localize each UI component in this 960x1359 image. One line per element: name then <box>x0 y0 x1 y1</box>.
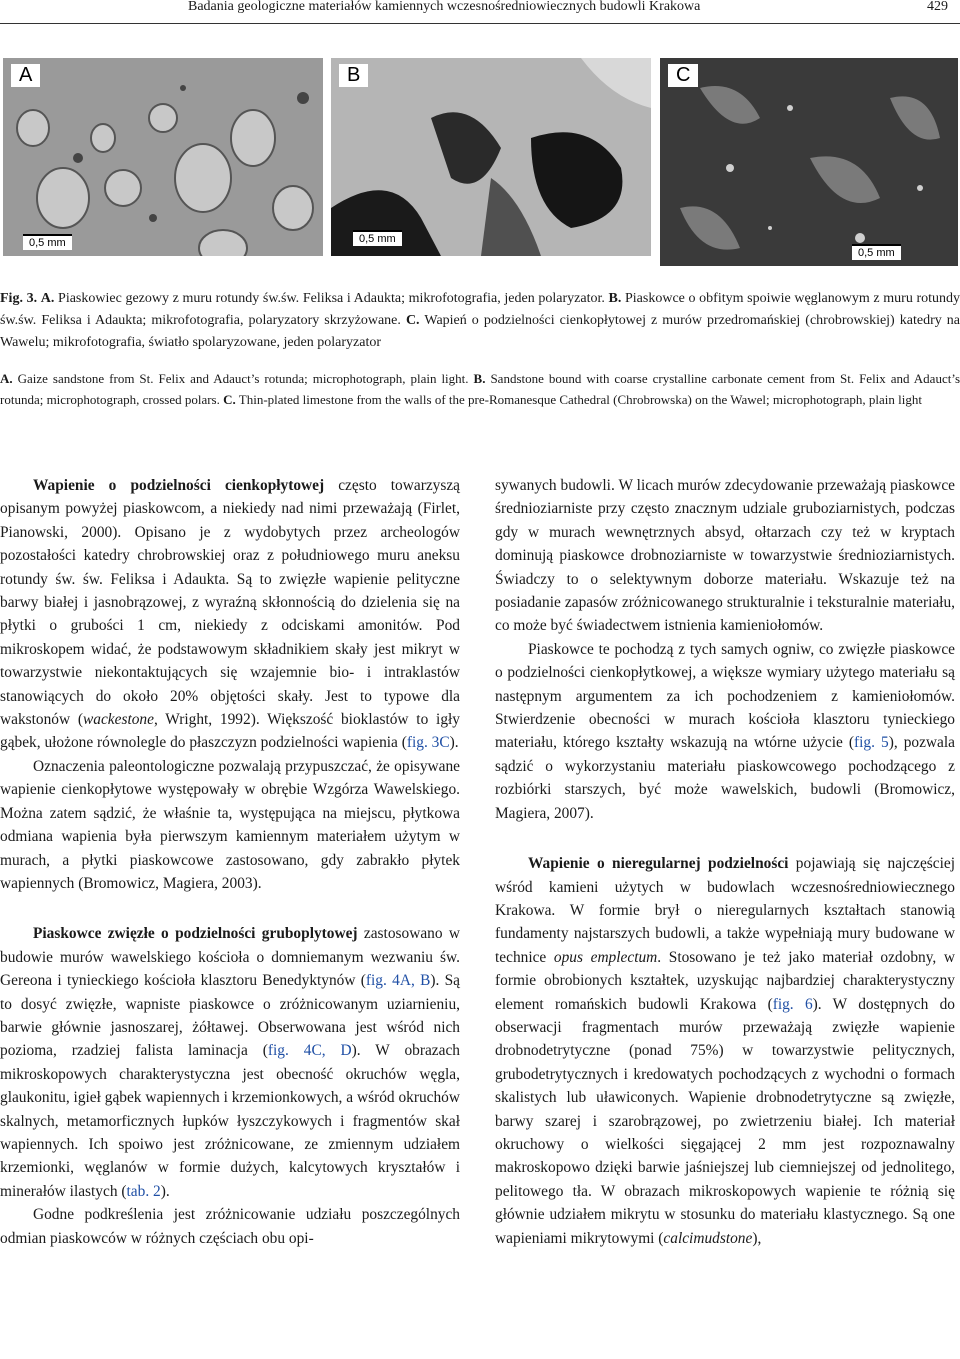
caption-en-a-text: Gaize sandstone from St. Felix and Adauct’s rotunda; microphotograph, plain light. <box>17 371 469 386</box>
figure-panel-c <box>660 58 958 266</box>
caption-en-c-label: C. <box>223 392 236 407</box>
panel-b-letter: B <box>339 64 368 87</box>
right-column <box>495 474 955 1250</box>
table-reference-link[interactable]: tab. 2 <box>126 1182 161 1200</box>
figure-caption-pl <box>0 288 960 354</box>
section-heading: Wapienie o podzielności cienkopłytowej <box>33 477 325 494</box>
caption-en-b-label: B. <box>473 371 486 386</box>
caption-pl-c-text: Wapień o podzielności cienkopłytowej z murów przedromańskiej (chrobrowskiej) katedry na Wawelu; mikrofotografia, światło spolaryzowane, jeden polaryzator <box>0 313 960 350</box>
panel-a-letter: A <box>11 64 40 87</box>
panel-c-letter: C <box>668 64 698 87</box>
caption-pl-b-label: B. <box>608 291 622 306</box>
header-rule <box>0 23 960 24</box>
panel-c-scalebar: 0,5 mm <box>852 244 901 260</box>
paragraph: Oznaczenia paleontologiczne pozwalają przypuszczać, że opisywane wapienie cienkopłytowe występowały w obrębie Wzgórza Wawelskiego. Można zatem sądzić, że właśnie ta, występująca na miejscu, płytkowa odmiana wapienia była pierwszym kamiennym materiałem użytym w murach, a płytki piaskowcowe zastosowano, gdy zabrakło płytek wapiennych (Bromowicz, Magiera, 2003). <box>0 757 460 892</box>
figure-reference-link[interactable]: fig. 4C, D <box>267 1042 352 1060</box>
paragraph: sywanych budowli. W licach murów zdecydowanie przeważają piaskowce średnioziarniste przy często znacznym udziale gruboziarnistych, podczas gdy w murach wewnętrznych absyd, ołtarzach czy też w kryptach dominują piaskowce drobnoziarniste w towarzystwie średnioziarnistych. Świadczy to o selektywnym doborze materiału. Wskazuje też na posiadanie zapasów zróżnicowanego strukturalnie i teksturalnie materiału, co może być świadectwem istnienia kamieniołomów. <box>495 477 955 635</box>
figure-reference-link[interactable]: fig. 3C <box>406 734 450 752</box>
figure-reference-link[interactable]: fig. 6 <box>772 995 813 1013</box>
paragraph: Piaskowce zwięzłe o podzielności gruboplytowej zastosowano w budowie murów wawelskiego kościoła o domniemanym wezwaniu św. Gereona i tynieckiego kościoła klasztoru Benedyktynów (fig. 4A, B). Są to dosyć zwięzłe, wapniste piaskowce o zróżnicowanym uziarnieniu, barwie głównie jasnoszarej, żółtawej. Obserwowana jest wśród nich pozioma, rzadziej falista laminacja (fig. 4C, D). W obrazach mikroskopowych charakterystyczna jest obecność okruchów węgla, glaukonitu, igieł gąbek wapiennych i krzemionkowych, a wśród okruchów skalnych, metamorficznych łupków łyszczykowych i fragmentów skał wapiennych. Ich spoiwo jest zróżnicowane, ze zmiennym udziałem krzemionki, węglanów w formie dużych, kalcytowych kryształów i minerałów ilastych (tab. 2). <box>0 925 460 1200</box>
caption-pl-a-text: Piaskowiec gezowy z muru rotundy św.św. Feliksa i Adaukta; mikrofotografia, jeden polaryzator. <box>58 291 605 306</box>
figure-label: Fig. 3. <box>0 291 38 306</box>
caption-en-a-label: A. <box>0 371 13 386</box>
caption-en-c-text: Thin-plated limestone from the walls of the pre-Romanesque Cathedral (Chrobrowska) on the Wawel; microphotograph, plain light <box>238 392 922 407</box>
micrograph-b-image <box>331 58 651 256</box>
section-heading: Piaskowce zwięzłe o podzielności gruboplytowej <box>33 925 358 943</box>
caption-en-b-text: Sandstone bound with coarse crystalline carbonate cement from St. Felix and Adauct’s rotunda; microphotograph, crossed polars. <box>0 371 960 407</box>
figure-reference-link[interactable]: fig. 5 <box>854 734 889 752</box>
figure-panel-b <box>331 58 651 256</box>
figure-reference-link[interactable]: fig. 4A, B <box>365 972 431 990</box>
micrograph-c-image <box>660 58 958 266</box>
running-title: Badania geologiczne materiałów kamiennych wczesnośredniowiecznych budowli Krakowa <box>188 0 701 14</box>
caption-pl-a-label: A. <box>40 291 55 306</box>
paragraph: Wapienie o nieregularnej podzielności pojawiają się najczęściej wśród kamieni użytych w budowlach wczesnośredniowiecznego Krakowa. W formie brył o nieregularnych kształtach stanowią fundamenty najstarszych budowli, a także wypełniają mury budowane w technice opus emplectum. Stosowano je też jako materiał ozdobny, w formie obrobionych kształtek, uzyskując najbardziej charakterystyczny element romańskich budowli Krakowa (fig. 6). W dostępnych do obserwacji fragmentach murów przeważają zwięzłe wapienie drobnodetrytyczne (ponad 75%) w towarzystwie pelitycznych, grubodetrytycznych i kredowatych pochodzących z wychodni o formach skalistych lub uławiconych. Wapienie drobnodetrytyczne są zwięzłe, barwy szarej i szarobrązowej, po zwietrzeniu białej. Ich materiał okruchowy o wielkości sięgającej 2 mm jest rozpoznawalny makroskopowo dzięki barwie jaśniejszej lub ciemniejszej od jednolitego, pelitowego tła. W obrazach mikroskopowych wapienie te różnią się głównie udziałem mikrytu w stosunku do materiału klastycznego. Są one wapieniami mikrytowymi (calcimudstone), <box>495 855 955 1247</box>
figure-caption-en <box>0 368 960 410</box>
micrograph-a-image <box>3 58 323 256</box>
section-heading: Wapienie o nieregularnej podzielności <box>528 855 789 873</box>
figure-panel-a <box>3 58 323 256</box>
caption-pl-c-label: C. <box>405 313 420 328</box>
paragraph: Piaskowce te pochodzą z tych samych ogniw, co zwięzłe piaskowce o podzielności cienkopłytkowej, a większe wymiary użytego materiału są następnym argumentem za ich pochodzeniem z kamieniołomów. Stwierdzenie obecności w murach kościoła klasztoru tynieckiego materiału, którego kształty wskazują na wtórne użycie (fig. 5), pozwala sądzić o wykorzystaniu materiału piaskowcowego pochodzącego z rozbiórki starszych, być może wawelskich, budowli (Bromowicz, Magiera, 2007). <box>495 640 955 822</box>
panel-a-scalebar: 0,5 mm <box>23 234 72 250</box>
caption-pl-b-text: Piaskowce o obfitym spoiwie węglanowym z muru rotundy św.św. Feliksa i Adaukta; mikrofotografia, polaryzatory skrzyżowane. <box>0 291 960 328</box>
page-header <box>0 0 960 24</box>
left-column <box>0 474 460 1250</box>
panel-b-scalebar: 0,5 mm <box>353 230 402 246</box>
paragraph: Godne podkreślenia jest zróżnicowanie udziału poszczególnych odmian piaskowców w różnych częściach obu opi- <box>0 1206 460 1247</box>
paragraph: Wapienie o podzielności cienkopłytowej często towarzyszą opisanym powyżej piaskowcom, a niekiedy nad nimi przeważają (Firlet, Pianowski, 2000). Opisano je z wydobytych przez archeologów pozostałości katedry chrobrowskiej oraz z południowego muru aneksu rotundy św. św. Feliksa i Adaukta. Są to zwięzłe wapienie pelityczne barwy białej i jasnobrązowej, z wyraźną skłonnością do dzielenia się na płytki o grubości 1 cm, niekiedy z odciskami amonitów. Pod mikroskopem widać, że podstawowym składnikiem skały jest mikryt w towarzystwie niekontaktujących się wzajemnie bio- i intraklastów stanowiących do około 20% objętości skały. Jest to typowe dla wakstonów (wackestone, Wright, 1992). Większość bioklastów to igły gąbek, ułożone równolegle do płaszczyzn podzielności wapienia (fig. 3C). <box>0 477 460 752</box>
page-number: 429 <box>927 0 948 14</box>
